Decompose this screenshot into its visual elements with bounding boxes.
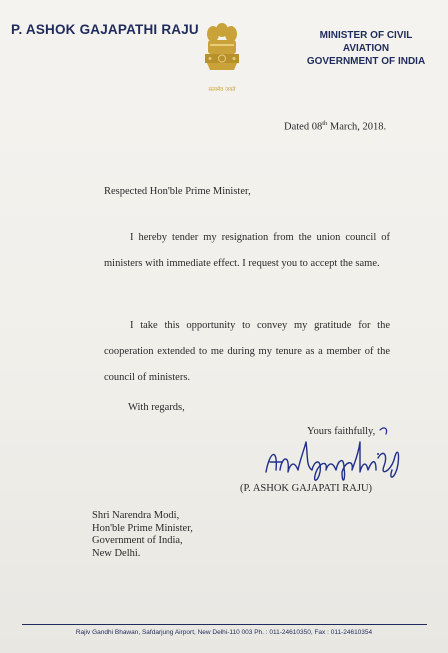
emblem-motto: सत्यमेव जयते xyxy=(208,87,236,93)
addressee-block xyxy=(92,510,193,560)
address-line: New Delhi. xyxy=(92,547,141,559)
signer-name: (P. ASHOK GAJAPATI RAJU) xyxy=(240,483,373,494)
date-prefix: Dated 08 xyxy=(284,121,323,133)
address-line: Government of India, xyxy=(92,535,183,546)
date-ordinal: th xyxy=(322,120,328,127)
regards: With regards, xyxy=(128,402,185,413)
footer-divider xyxy=(22,624,427,625)
body-paragraph: I take this opportunity to convey my gratitude for the cooperation extended to me during my tenure as a member of the council of ministers. xyxy=(104,320,390,383)
address-line: Hon'ble Prime Minister, xyxy=(92,522,193,534)
closing: Yours faithfully, xyxy=(307,426,376,437)
salutation: Respected Hon'ble Prime Minister, xyxy=(104,186,251,197)
designation-line: MINISTER OF CIVIL AVIATION xyxy=(319,30,413,54)
date-suffix: March, 2018. xyxy=(327,121,387,133)
designation-line: GOVERNMENT OF INDIA xyxy=(306,56,426,67)
footer-address: Rajiv Gandhi Bhawan, Safdarjung Airport, New Delhi-110 003 Ph. : 011-24610350, Fax : 011-24610354 xyxy=(75,629,373,636)
national-emblem-icon xyxy=(198,20,246,90)
handwritten-signature-icon xyxy=(260,420,410,490)
minister-name: P. ASHOK GAJAPATHI RAJU xyxy=(11,22,199,37)
minister-designation xyxy=(296,29,436,68)
letter-date xyxy=(284,120,386,133)
address-line: Shri Narendra Modi, xyxy=(92,510,180,521)
body-paragraph: I hereby tender my resignation from the union council of ministers with immediate effect. I request you to accept the same. xyxy=(104,232,390,269)
